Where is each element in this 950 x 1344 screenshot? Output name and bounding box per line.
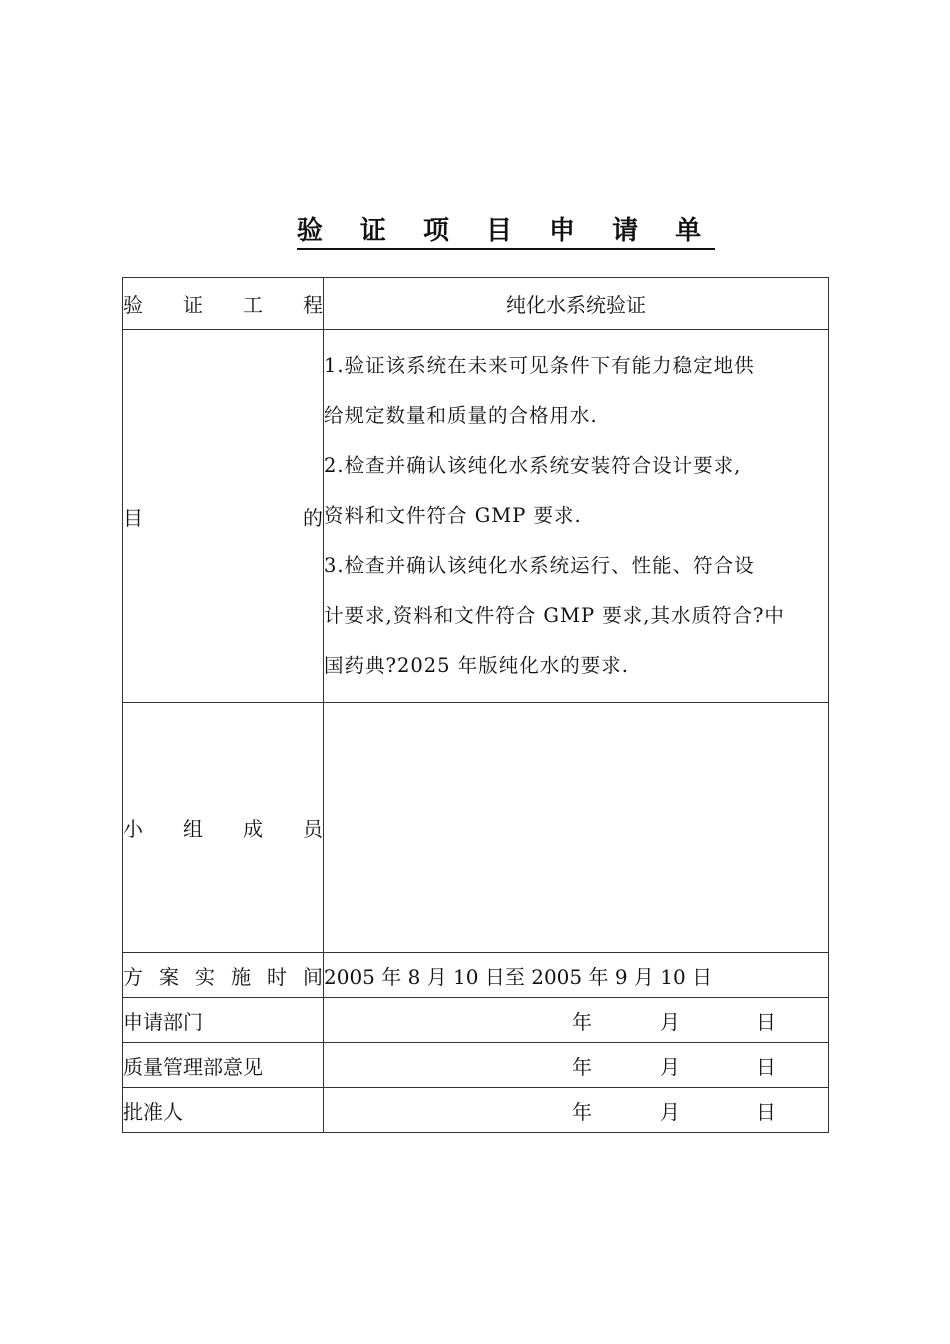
quality-date[interactable]: 年 月 日 <box>324 1043 829 1088</box>
row-quality <box>123 1043 829 1088</box>
label-members: 小 组 成 员 <box>123 703 324 953</box>
row-project <box>123 278 829 330</box>
label-approver: 批准人 <box>123 1088 324 1133</box>
department-date[interactable]: 年 月 日 <box>324 998 829 1043</box>
members-field[interactable] <box>324 703 829 953</box>
label-quality: 质量管理部意见 <box>123 1043 324 1088</box>
page-title: 验 证 项 目 申 请 单 <box>0 210 950 247</box>
label-schedule: 方 案 实 施 时 间 <box>123 953 324 998</box>
row-members <box>123 703 829 953</box>
row-approver <box>123 1088 829 1133</box>
project-name: 纯化水系统验证 <box>324 278 829 330</box>
approver-date[interactable]: 年 月 日 <box>324 1088 829 1133</box>
label-project: 验 证 工 程 <box>123 278 324 330</box>
purpose-text: 1.验证该系统在未来可见条件下有能力稳定地供 给规定数量和质量的合格用水. 2.检查并确认该纯化水系统安装符合设计要求, 资料和文件符合 GMP 要求. 3.检查并确认该纯化水系统运行、性能、符合设 计要求,资料和文件符合 GMP 要求,其水质符合?中 国药典?2025 年版纯化水的要求. <box>324 330 829 703</box>
row-schedule <box>123 953 829 998</box>
row-purpose <box>123 330 829 703</box>
label-purpose: 目 的 <box>123 330 324 703</box>
application-form-table <box>122 277 829 1133</box>
row-department <box>123 998 829 1043</box>
label-department: 申请部门 <box>123 998 324 1043</box>
schedule-value: 2005 年 8 月 10 日至 2005 年 9 月 10 日 <box>324 953 829 998</box>
